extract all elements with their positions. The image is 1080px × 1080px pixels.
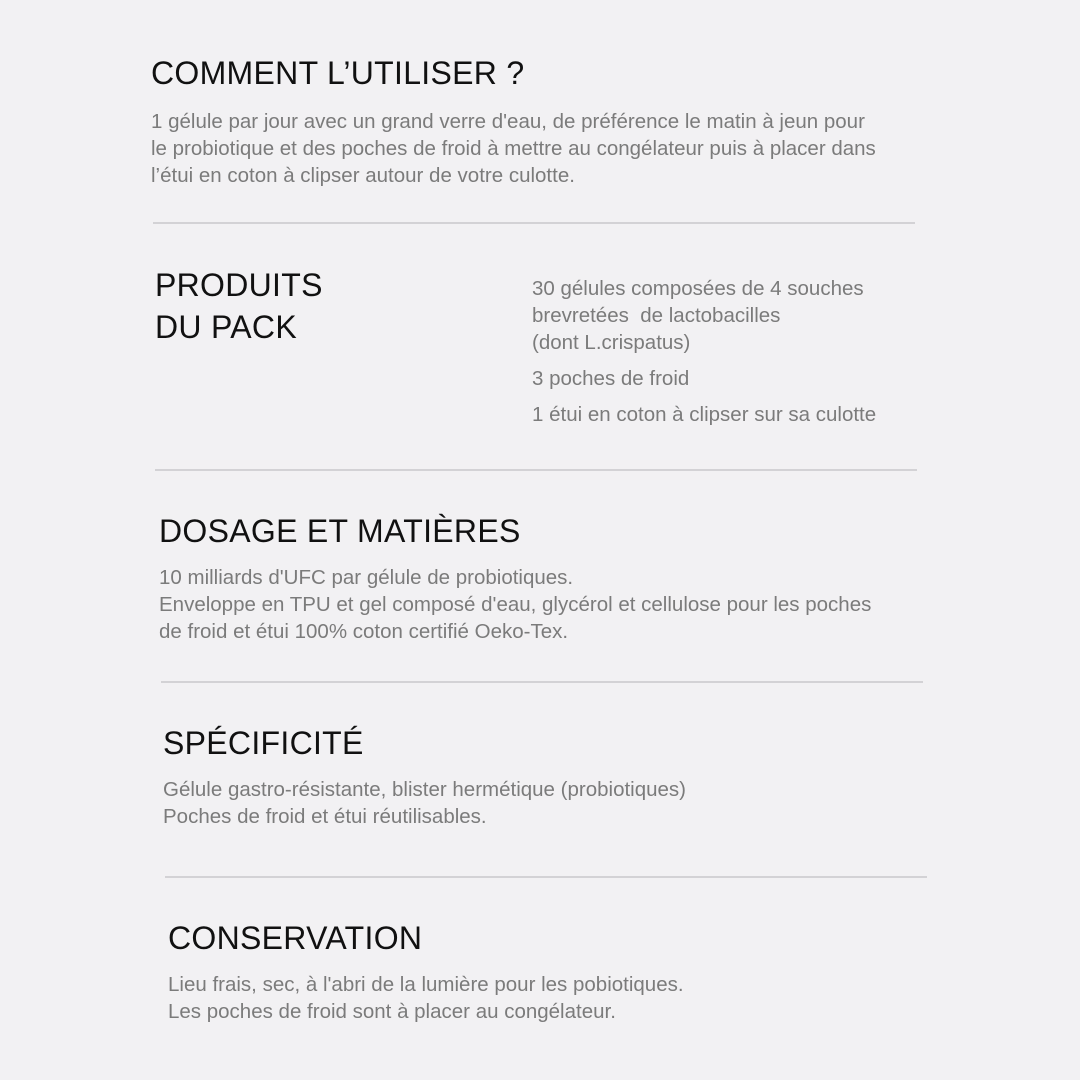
specificity-text [163, 776, 1043, 830]
how-to-use-line: l’étui en coton à clipser autour de votre culotte. [151, 164, 575, 187]
pack-item-line: 1 étui en coton à clipser sur sa culotte [532, 403, 877, 426]
divider [153, 222, 915, 224]
divider [155, 469, 917, 471]
section-title-conservation: CONSERVATION [168, 920, 423, 956]
section-pack-products [155, 264, 495, 348]
dosage-line: 10 milliards d'UFC par gélule de probiotiques. [159, 566, 574, 589]
divider [165, 876, 927, 878]
pack-item-cold-packs [532, 365, 932, 392]
how-to-use-text [151, 108, 1051, 189]
conservation-line: Les poches de froid sont à placer au congélateur. [168, 1000, 616, 1023]
dosage-line: Enveloppe en TPU et gel composé d'eau, glycérol et cellulose pour les poches [159, 593, 872, 616]
pack-title-line: DU PACK [155, 309, 297, 345]
specificity-line: Gélule gastro-résistante, blister hermétique (probiotiques) [163, 778, 687, 801]
section-title-specificity: SPÉCIFICITÉ [163, 725, 364, 761]
pack-products-list [532, 275, 932, 437]
pack-item-line: brevretées de lactobacilles [532, 304, 781, 327]
conservation-line: Lieu frais, sec, à l'abri de la lumière pour les pobiotiques. [168, 973, 684, 996]
how-to-use-line: le probiotique et des poches de froid à mettre au congélateur puis à placer dans [151, 137, 876, 160]
specificity-line: Poches de froid et étui réutilisables. [163, 805, 487, 828]
pack-title-line: PRODUITS [155, 267, 323, 303]
dosage-text [159, 564, 1059, 645]
section-title-dosage: DOSAGE ET MATIÈRES [159, 513, 521, 549]
divider [161, 681, 923, 683]
dosage-line: de froid et étui 100% coton certifié Oeko-Tex. [159, 620, 569, 643]
pack-item-capsules [532, 275, 932, 356]
how-to-use-line: 1 gélule par jour avec un grand verre d'eau, de préférence le matin à jeun pour [151, 110, 865, 133]
section-dosage [159, 510, 1059, 645]
section-conservation [168, 917, 1048, 1025]
section-how-to-use [151, 52, 1051, 189]
pack-item-line: (dont L.crispatus) [532, 331, 691, 354]
pack-item-line: 30 gélules composées de 4 souches [532, 277, 864, 300]
conservation-text [168, 971, 1048, 1025]
section-title-pack-products [155, 264, 495, 348]
section-specificity [163, 722, 1043, 830]
section-title-how-to-use: COMMENT L’UTILISER ? [151, 55, 525, 91]
pack-item-cotton-case [532, 401, 932, 428]
pack-item-line: 3 poches de froid [532, 367, 690, 390]
